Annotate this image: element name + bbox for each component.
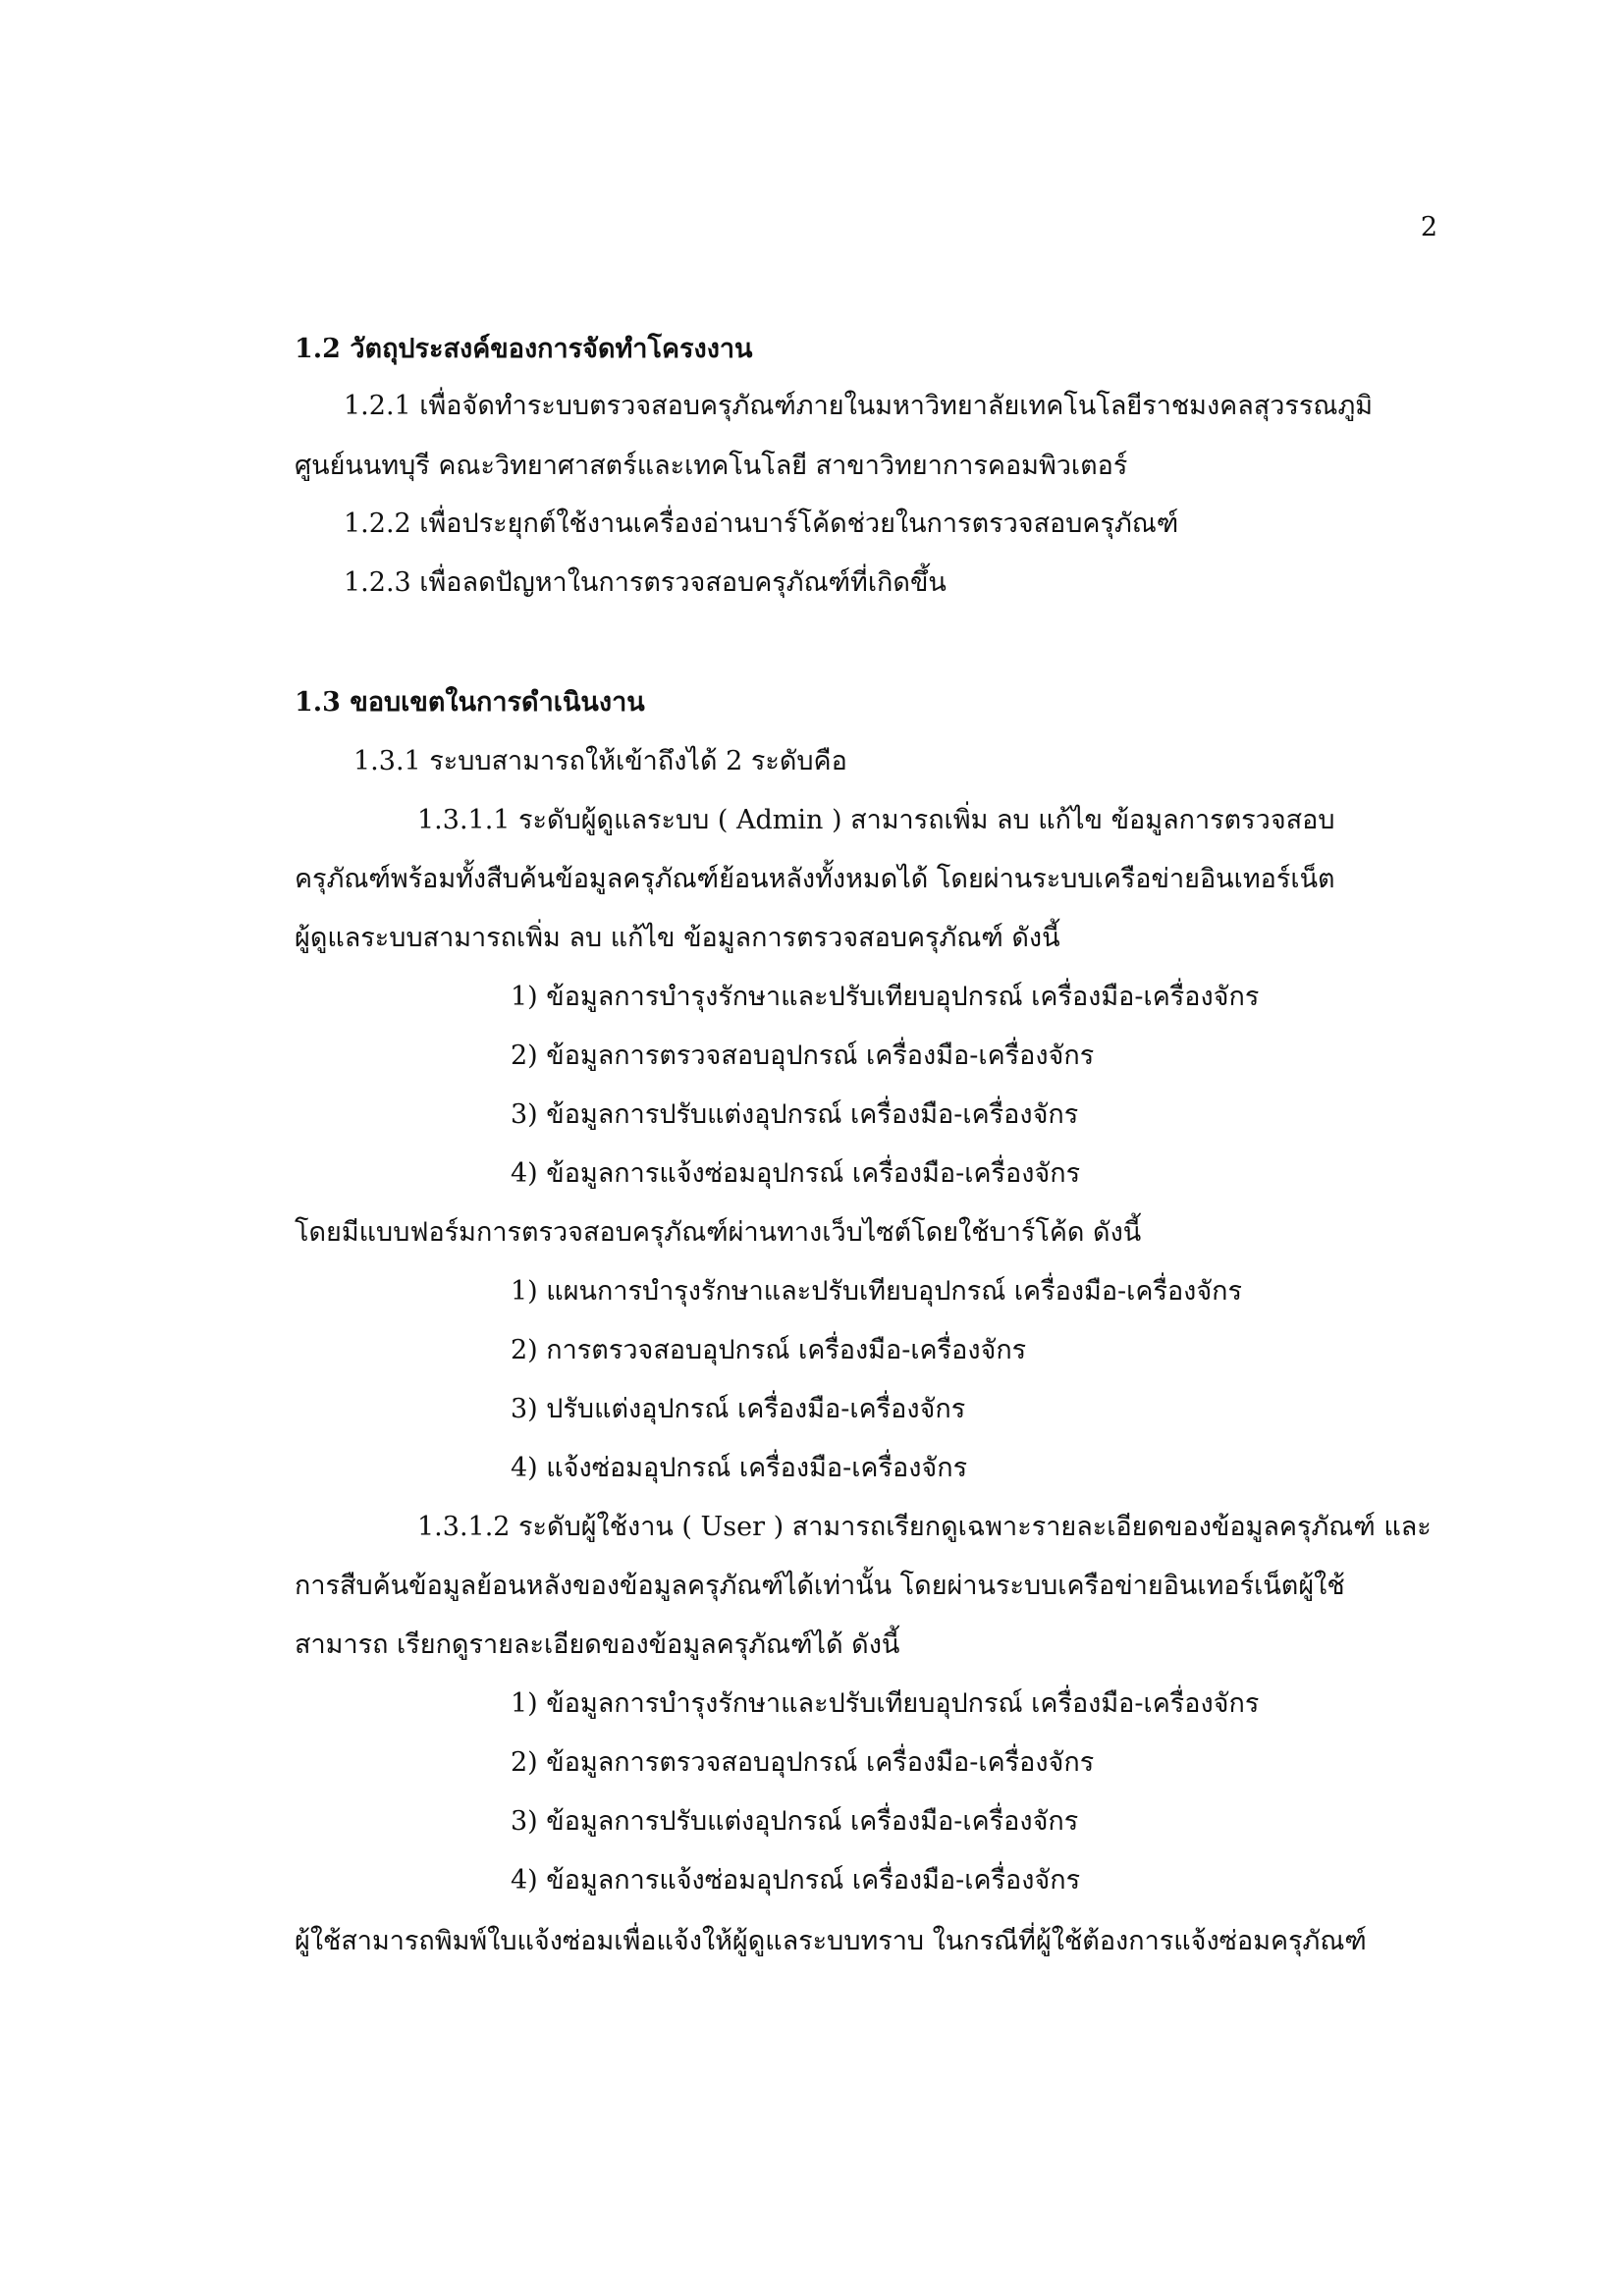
- form-list-item-3: 3) ปรับแต่งอุปกรณ์ เครื่องมือ-เครื่องจักร: [511, 1394, 966, 1424]
- forms-intro: โดยมีแบบฟอร์มการตรวจสอบครุภัณฑ์ผ่านทางเว็บไซต์โดยใช้บาร์โค้ด ดังนี้: [295, 1217, 1142, 1248]
- admin-list-item-2: 2) ข้อมูลการตรวจสอบอุปกรณ์ เครื่องมือ-เครื่องจักร: [511, 1041, 1095, 1071]
- user-paragraph-line-1: 1.3.1.2 ระดับผู้ใช้งาน ( User ) สามารถเรียกดูเฉพาะรายละเอียดของข้อมูลครุภัณฑ์ และ: [417, 1512, 1432, 1542]
- admin-paragraph-line-1: 1.3.1.1 ระดับผู้ดูแลระบบ ( Admin ) สามารถเพิ่ม ลบ แก้ไข ข้อมูลการตรวจสอบ: [417, 805, 1335, 835]
- admin-paragraph-line-3: ผู้ดูแลระบบสามารถเพิ่ม ลบ แก้ไข ข้อมูลการตรวจสอบครุภัณฑ์ ดังนี้: [295, 923, 1060, 953]
- scope-1-3-1: 1.3.1 ระบบสามารถให้เข้าถึงได้ 2 ระดับคือ: [353, 746, 847, 776]
- user-list-item-1: 1) ข้อมูลการบำรุงรักษาและปรับเทียบอุปกรณ์ เครื่องมือ-เครื่องจักร: [511, 1688, 1260, 1719]
- admin-list-item-3: 3) ข้อมูลการปรับแต่งอุปกรณ์ เครื่องมือ-เครื่องจักร: [511, 1099, 1079, 1130]
- user-paragraph-line-3: สามารถ เรียกดูรายละเอียดของข้อมูลครุภัณฑ์ได้ ดังนี้: [295, 1629, 900, 1660]
- form-list-item-4: 4) แจ้งซ่อมอุปกรณ์ เครื่องมือ-เครื่องจักร: [511, 1453, 968, 1483]
- admin-list-item-4: 4) ข้อมูลการแจ้งซ่อมอุปกรณ์ เครื่องมือ-เครื่องจักร: [511, 1158, 1081, 1189]
- user-closing-line: ผู้ใช้สามารถพิมพ์ใบแจ้งซ่อมเพื่อแจ้งให้ผู้ดูแลระบบทราบ ในกรณีที่ผู้ใช้ต้องการแจ้งซ่อมครุภัณฑ์: [295, 1926, 1367, 1956]
- section-heading-1-3: 1.3 ขอบเขตในการดำเนินงาน: [295, 687, 645, 718]
- user-list-item-4: 4) ข้อมูลการแจ้งซ่อมอุปกรณ์ เครื่องมือ-เครื่องจักร: [511, 1865, 1081, 1896]
- admin-paragraph-line-2: ครุภัณฑ์พร้อมทั้งสืบค้นข้อมูลครุภัณฑ์ย้อนหลังทั้งหมดได้ โดยผ่านระบบเครือข่ายอินเทอร์เน็ต: [295, 864, 1335, 894]
- form-list-item-1: 1) แผนการบำรุงรักษาและปรับเทียบอุปกรณ์ เครื่องมือ-เครื่องจักร: [511, 1276, 1243, 1307]
- form-list-item-2: 2) การตรวจสอบอุปกรณ์ เครื่องมือ-เครื่องจักร: [511, 1335, 1027, 1365]
- objective-1-2-1: 1.2.1 เพื่อจัดทำระบบตรวจสอบครุภัณฑ์ภายในมหาวิทยาลัยเทคโนโลยีราชมงคลสุวรรณภูมิ: [344, 391, 1374, 421]
- objective-1-2-2: 1.2.2 เพื่อประยุกต์ใช้งานเครื่องอ่านบาร์โค้ดช่วยในการตรวจสอบครุภัณฑ์: [344, 508, 1179, 539]
- admin-list-item-1: 1) ข้อมูลการบำรุงรักษาและปรับเทียบอุปกรณ์ เครื่องมือ-เครื่องจักร: [511, 982, 1260, 1012]
- user-list-item-2: 2) ข้อมูลการตรวจสอบอุปกรณ์ เครื่องมือ-เครื่องจักร: [511, 1747, 1095, 1778]
- section-heading-1-2: 1.2 วัตถุประสงค์ของการจัดทำโครงงาน: [295, 334, 753, 364]
- page-number: 2: [1420, 212, 1437, 242]
- objective-1-2-3: 1.2.3 เพื่อลดปัญหาในการตรวจสอบครุภัณฑ์ที่เกิดขึ้น: [344, 567, 947, 598]
- user-paragraph-line-2: การสืบค้นข้อมูลย้อนหลังของข้อมูลครุภัณฑ์ได้เท่านั้น โดยผ่านระบบเครือข่ายอินเทอร์เน็ตผู้ใช้: [295, 1571, 1345, 1601]
- user-list-item-3: 3) ข้อมูลการปรับแต่งอุปกรณ์ เครื่องมือ-เครื่องจักร: [511, 1806, 1079, 1837]
- objective-1-2-1-continued: ศูนย์นนทบุรี คณะวิทยาศาสตร์และเทคโนโลยี สาขาวิทยาการคอมพิวเตอร์: [295, 451, 1128, 481]
